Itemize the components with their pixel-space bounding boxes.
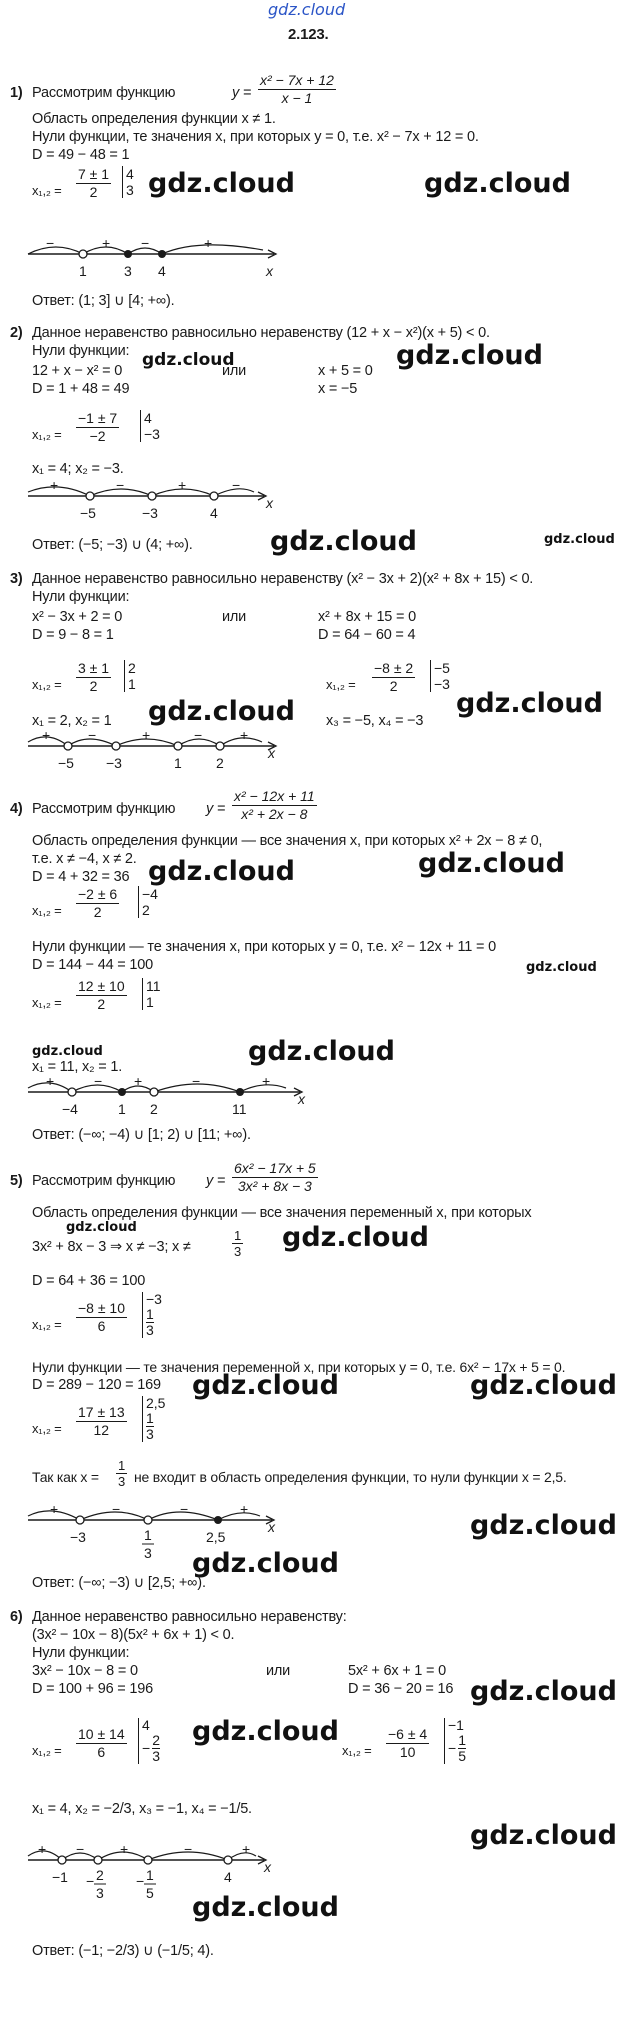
s4-answer: Ответ: (−∞; −4) ∪ [1; 2) ∪ [11; +∞). (32, 1127, 251, 1143)
s5-line5: Нули функции — те значения переменной x, при которых y = 0, т.е. 6x² − 17x + 5 = 0. (32, 1359, 566, 1375)
watermark: gdz.cloud (544, 532, 615, 547)
s1-root-b: 3 (126, 182, 134, 198)
s1-fraction-numerator: x² − 7x + 12 (260, 72, 334, 88)
s4-fraction-numerator: x² − 12x + 11 (234, 788, 315, 804)
s1-root-a: 4 (126, 166, 134, 182)
s1-tick-1: 1 (79, 263, 87, 279)
s2-sign-4: − (232, 477, 241, 493)
s1-y: y = (232, 85, 252, 101)
s4-sign-1: + (46, 1073, 55, 1089)
s2-number-line (28, 478, 278, 528)
watermark: gdz.cloud (470, 1370, 617, 1401)
s6-root-a2-sign: − (142, 1740, 151, 1756)
s5-line7b: не входит в область определения функции, то нули функции x = 2,5. (134, 1469, 567, 1485)
watermark: gdz.cloud (192, 1716, 339, 1747)
s6-root-b-denominator: 10 (399, 1744, 416, 1760)
s4-tick-4: 11 (232, 1101, 247, 1117)
s3-tick-1: −5 (58, 755, 74, 771)
s4-line4: D = 4 + 32 = 36 (32, 869, 130, 885)
s4-line5: Нули функции — те значения x, при которых y = 0, т.е. x² − 12x + 11 = 0 (32, 939, 496, 955)
s3-line3b: x² + 8x + 15 = 0 (318, 609, 416, 625)
s6-root-a2-num: 2 (152, 1732, 160, 1748)
s5-fraction-1-3 (232, 1228, 243, 1259)
s6-line4a: 3x² − 10x − 8 = 0 (32, 1663, 138, 1679)
s5-root-numerator: −8 ± 10 (78, 1300, 125, 1316)
s4-root-numerator: −2 ± 6 (78, 886, 118, 902)
s5-sign-4: + (240, 1501, 249, 1517)
s5-root2-denominator: 12 (93, 1422, 110, 1438)
s5-root2-b-den: 3 (146, 1426, 154, 1442)
s5-root-b-den: 3 (146, 1322, 154, 1338)
s3-x12-b: x₁,₂ = (326, 677, 356, 692)
s6-tick-1: −1 (52, 1869, 68, 1885)
s3-root-a2: 1 (128, 676, 136, 692)
s4-x12-b: x₁,₂ = (32, 995, 62, 1010)
s3-line5a: x₁ = 2, x₂ = 1 (32, 713, 112, 729)
s6-root-a-denominator: 6 (97, 1744, 106, 1760)
s4-sign-3: + (134, 1073, 143, 1089)
s5-fraction-1-3-b-num: 1 (118, 1458, 126, 1473)
s5-root-b-num: 1 (146, 1306, 154, 1322)
s3-line4b: D = 64 − 60 = 4 (318, 627, 416, 643)
s5-root-fraction (76, 1300, 127, 1335)
s3-or: или (222, 609, 247, 625)
s5-fraction-1-3-den: 3 (234, 1244, 242, 1259)
s2-or: или (222, 363, 247, 379)
s5-roots-2 (142, 1396, 165, 1442)
s3-sign-5: + (240, 727, 249, 743)
s3-roots-a (124, 660, 136, 692)
s3-line5b: x₃ = −5, x₄ = −3 (326, 713, 424, 729)
s5-line1: Рассмотрим функцию (32, 1173, 176, 1189)
s2-root-fraction (76, 410, 119, 445)
s6-root-fraction-a (76, 1726, 127, 1761)
s2-tick-1: −5 (80, 505, 96, 521)
watermark: gdz.cloud (66, 1220, 137, 1235)
s2-line2: Нули функции: (32, 343, 130, 359)
s4-root-denominator: 2 (93, 904, 102, 920)
s3-axis-x: x (268, 745, 275, 761)
s6-tick-4: 4 (224, 1869, 232, 1885)
s6-root-b2-den: 5 (458, 1748, 466, 1764)
s6-sign-3: + (120, 1841, 129, 1857)
s2-line1: Данное неравенство равносильно неравенству (12 + x − x²)(x + 5) < 0. (32, 325, 490, 341)
s2-answer: Ответ: (−5; −3) ∪ (4; +∞). (32, 537, 193, 553)
watermark: gdz.cloud (148, 856, 295, 887)
s6-x12-a: x₁,₂ = (32, 1743, 62, 1758)
s3-tick-2: −3 (106, 755, 122, 771)
s2-x12: x₁,₂ = (32, 427, 62, 442)
s4-tick-3: 2 (150, 1101, 158, 1117)
s1-number: 1) (10, 85, 23, 101)
s4-number: 4) (10, 801, 23, 817)
s1-line3: Нули функции, те значения x, при которых y = 0, т.е. x² − 7x + 12 = 0. (32, 129, 479, 145)
s3-roots-b (430, 660, 450, 692)
s2-roots (140, 410, 160, 442)
s3-root-b-numerator: −8 ± 2 (374, 660, 414, 676)
s5-line7a: Так как x = (32, 1469, 99, 1485)
watermark: gdz.cloud (396, 340, 543, 371)
s1-root-denominator: 2 (89, 184, 98, 200)
s2-sign-2: − (116, 477, 125, 493)
s6-line2: (3x² − 10x − 8)(5x² + 6x + 1) < 0. (32, 1627, 235, 1643)
s6-sign-1: + (38, 1841, 47, 1857)
s3-tick-3: 1 (174, 755, 182, 771)
s4-roots (138, 886, 158, 918)
s5-fraction-numerator: 6x² − 17x + 5 (234, 1160, 316, 1176)
s4-function-fraction (232, 788, 317, 823)
s4-root-b: 2 (142, 902, 150, 918)
s6-or: или (266, 1663, 291, 1679)
s5-line2: Область определения функции — все значения переменный x, при которых (32, 1205, 532, 1221)
s1-root-numerator: 7 ± 1 (78, 166, 110, 182)
s2-line3b: x + 5 = 0 (318, 363, 373, 379)
s5-x12-a: x₁,₂ = (32, 1317, 62, 1332)
s4-line1: Рассмотрим функцию (32, 801, 176, 817)
s5-fraction-denominator: 3x² + 8x − 3 (237, 1178, 312, 1194)
s3-root-a-numerator: 3 ± 1 (78, 660, 110, 676)
s2-root-b: −3 (144, 426, 160, 442)
s3-root-fraction-a (76, 660, 111, 695)
s2-axis-x: x (266, 495, 273, 511)
s1-line2: Область определения функции x ≠ 1. (32, 111, 276, 127)
watermark-top: gdz.cloud (268, 0, 346, 19)
s3-line3a: x² − 3x + 2 = 0 (32, 609, 123, 625)
s6-root-a2-den: 3 (152, 1748, 160, 1764)
s3-root-b2: −3 (434, 676, 450, 692)
s2-line4a: D = 1 + 48 = 49 (32, 381, 130, 397)
watermark: gdz.cloud (148, 696, 295, 727)
s5-tick-2-den: 3 (144, 1545, 152, 1561)
s6-sign-2: − (76, 1841, 85, 1857)
s5-sign-3: − (180, 1501, 189, 1517)
s2-tick-3: 4 (210, 505, 218, 521)
s6-roots-b (444, 1718, 466, 1764)
s6-root-b-numerator: −6 ± 4 (388, 1726, 428, 1742)
s5-root-fraction-2 (76, 1404, 127, 1439)
s1-answer: Ответ: (1; 3] ∪ [4; +∞). (32, 293, 175, 309)
s6-line5a: D = 100 + 96 = 196 (32, 1681, 153, 1697)
s3-number: 3) (10, 571, 23, 587)
s3-sign-1: + (42, 727, 51, 743)
s5-tick-1: −3 (70, 1529, 86, 1545)
s4-sign-2: − (94, 1073, 103, 1089)
s6-root-b1: −1 (448, 1717, 464, 1733)
s2-tick-2: −3 (142, 505, 158, 521)
s2-sign-3: + (178, 477, 187, 493)
s2-line5: x₁ = 4; x₂ = −3. (32, 461, 124, 477)
watermark: gdz.cloud (148, 168, 295, 199)
s4-root-fraction (76, 886, 119, 921)
s1-axis-x: x (266, 263, 273, 279)
s1-line1: Рассмотрим функцию (32, 85, 176, 101)
s5-line4: D = 64 + 36 = 100 (32, 1273, 146, 1289)
s6-root-fraction-b (386, 1726, 429, 1761)
s1-sign-1: − (46, 235, 55, 251)
s5-root2-numerator: 17 ± 13 (78, 1404, 125, 1420)
s3-sign-2: − (88, 727, 97, 743)
s1-fraction-denominator: x − 1 (281, 90, 313, 106)
s5-root-denominator: 6 (97, 1318, 106, 1334)
s6-sign-4: − (184, 1841, 193, 1857)
s3-line4a: D = 9 − 8 = 1 (32, 627, 114, 643)
watermark: gdz.cloud (192, 1892, 339, 1923)
s1-x12: x₁,₂ = (32, 183, 62, 198)
watermark: gdz.cloud (470, 1820, 617, 1851)
s1-sign-4: + (204, 235, 213, 251)
s6-roots-a (138, 1718, 160, 1764)
s4-root2-a: 11 (146, 978, 161, 994)
s6-sign-5: + (242, 1841, 251, 1857)
s4-tick-2: 1 (118, 1101, 126, 1117)
s4-root2-numerator: 12 ± 10 (78, 978, 125, 994)
watermark: gdz.cloud (456, 688, 603, 719)
s6-root-b2-num: 1 (458, 1732, 466, 1748)
s5-answer: Ответ: (−∞; −3) ∪ [2,5; +∞). (32, 1575, 206, 1591)
s6-tick-3: − (136, 1873, 145, 1889)
problem-title: 2.123. (288, 26, 329, 43)
s6-tick-2: − (86, 1873, 95, 1889)
s3-sign-3: + (142, 727, 151, 743)
s6-tick-3-num: 1 (146, 1867, 154, 1883)
s4-sign-5: + (262, 1073, 271, 1089)
s4-y: y = (206, 801, 226, 817)
s6-line5b: D = 36 − 20 = 16 (348, 1681, 454, 1697)
s2-sign-1: + (50, 477, 59, 493)
s4-line7: x₁ = 11, x₂ = 1. (32, 1059, 123, 1075)
watermark: gdz.cloud (32, 1044, 103, 1059)
s4-x12-a: x₁,₂ = (32, 903, 62, 918)
s5-x12-b: x₁,₂ = (32, 1421, 62, 1436)
s5-axis-x: x (268, 1519, 275, 1535)
s3-root-b-denominator: 2 (389, 678, 398, 694)
s6-tick-3-den: 5 (146, 1885, 154, 1901)
s5-tick-3: 2,5 (206, 1529, 226, 1545)
s4-root2-b: 1 (146, 994, 154, 1010)
s3-root-b1: −5 (434, 660, 450, 676)
s5-sign-1: + (50, 1501, 59, 1517)
s2-number: 2) (10, 325, 23, 341)
watermark: gdz.cloud (282, 1222, 429, 1253)
s6-line1: Данное неравенство равносильно неравенству: (32, 1609, 347, 1625)
s5-y: y = (206, 1173, 226, 1189)
s4-line2: Область определения функции — все значения x, при которых x² + 2x − 8 ≠ 0, (32, 833, 543, 849)
s4-root2-denominator: 2 (97, 996, 106, 1012)
watermark: gdz.cloud (526, 960, 597, 975)
s4-line6: D = 144 − 44 = 100 (32, 957, 153, 973)
watermark: gdz.cloud (142, 350, 235, 370)
watermark: gdz.cloud (424, 168, 571, 199)
s4-axis-x: x (298, 1091, 305, 1107)
s4-fraction-denominator: x² + 2x − 8 (241, 806, 308, 822)
watermark: gdz.cloud (418, 848, 565, 879)
s2-root-numerator: −1 ± 7 (78, 410, 118, 426)
s5-fraction-1-3-b (116, 1458, 127, 1489)
s3-line2: Нули функции: (32, 589, 130, 605)
s3-root-a-denominator: 2 (89, 678, 98, 694)
s2-line3a: 12 + x − x² = 0 (32, 363, 123, 379)
s4-root-fraction-2 (76, 978, 127, 1013)
s1-number-line (28, 236, 278, 286)
s2-root-denominator: −2 (89, 428, 106, 444)
s6-line6: x₁ = 4, x₂ = −2/3, x₃ = −1, x₄ = −1/5. (32, 1801, 252, 1817)
s6-answer: Ответ: (−1; −2/3) ∪ (−1/5; 4). (32, 1943, 214, 1959)
s6-tick-2-den: 3 (96, 1885, 104, 1901)
s1-tick-3: 4 (158, 263, 166, 279)
s5-line6: D = 289 − 120 = 169 (32, 1377, 161, 1393)
s4-root-a: −4 (142, 886, 158, 902)
s1-tick-2: 3 (124, 263, 132, 279)
s6-number: 6) (10, 1609, 23, 1625)
s5-root2-a: 2,5 (146, 1395, 166, 1411)
s1-line4: D = 49 − 48 = 1 (32, 147, 130, 163)
watermark: gdz.cloud (192, 1548, 339, 1579)
s3-sign-4: − (194, 727, 203, 743)
s5-sign-2: − (112, 1501, 121, 1517)
s5-number: 5) (10, 1173, 23, 1189)
watermark: gdz.cloud (192, 1370, 339, 1401)
s1-function-fraction (258, 72, 336, 107)
s5-fraction-1-3-num: 1 (234, 1228, 242, 1243)
s5-roots (142, 1292, 162, 1338)
watermark: gdz.cloud (270, 526, 417, 557)
watermark: gdz.cloud (470, 1676, 617, 1707)
s5-function-fraction (232, 1160, 318, 1195)
s6-root-a1: 4 (142, 1717, 150, 1733)
s4-roots-2 (142, 978, 161, 1010)
s6-x12-b: x₁,₂ = (342, 1743, 372, 1758)
s1-roots (122, 166, 134, 198)
s6-tick-2-num: 2 (96, 1867, 104, 1883)
s1-sign-2: + (102, 235, 111, 251)
s5-line3: 3x² + 8x − 3 ⇒ x ≠ −3; x ≠ (32, 1239, 191, 1255)
s6-line4b: 5x² + 6x + 1 = 0 (348, 1663, 446, 1679)
s6-root-a-numerator: 10 ± 14 (78, 1726, 125, 1742)
s4-tick-1: −4 (62, 1101, 78, 1117)
s4-number-line (28, 1074, 328, 1124)
s4-line3: т.е. x ≠ −4, x ≠ 2. (32, 851, 137, 867)
s5-fraction-1-3-b-den: 3 (118, 1474, 126, 1489)
s3-tick-4: 2 (216, 755, 224, 771)
s6-line3: Нули функции: (32, 1645, 130, 1661)
s1-root-fraction (76, 166, 111, 201)
s3-root-a1: 2 (128, 660, 136, 676)
s1-sign-3: − (141, 235, 150, 251)
s6-root-b2-sign: − (448, 1740, 457, 1756)
watermark: gdz.cloud (248, 1036, 395, 1067)
s3-x12-a: x₁,₂ = (32, 677, 62, 692)
s2-root-a: 4 (144, 410, 152, 426)
watermark: gdz.cloud (470, 1510, 617, 1541)
s3-root-fraction-b (372, 660, 415, 695)
s5-root2-b-num: 1 (146, 1410, 154, 1426)
s2-line4b: x = −5 (318, 381, 358, 397)
s3-line1: Данное неравенство равносильно неравенству (x² − 3x + 2)(x² + 8x + 15) < 0. (32, 571, 534, 587)
s5-tick-2-num: 1 (144, 1527, 152, 1543)
s5-root-a: −3 (146, 1291, 162, 1307)
s3-number-line (28, 728, 288, 778)
s4-sign-4: − (192, 1073, 201, 1089)
s6-axis-x: x (264, 1859, 271, 1875)
